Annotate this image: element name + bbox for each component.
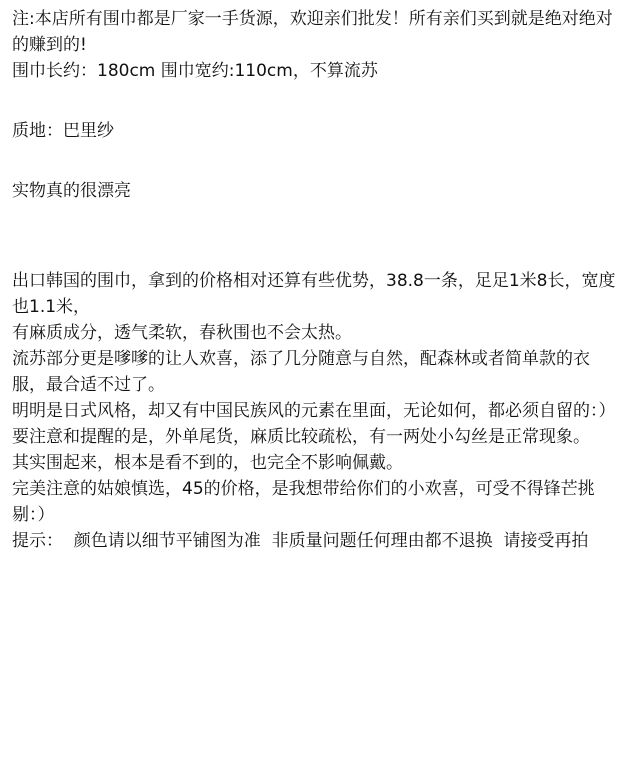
paragraph-price: 完美注意的姑娘慎选，45的价格，是我想带给你们的小欢喜，可受不得锋芒挑剔：） [12,479,595,525]
spacer [12,144,616,178]
intro-notice: 注:本店所有围巾都是厂家一手货源，欢迎亲们批发！所有亲们买到就是绝对绝对的赚到的! [12,9,613,55]
real-photo-note: 实物真的很漂亮 [12,181,131,201]
paragraph-caution: 要注意和提醒的是，外单尾货，麻质比较疏松，有一两处小勾丝是正常现象。 [12,427,590,447]
paragraph-tassel: 流苏部分更是嗲嗲的让人欢喜，添了几分随意与自然，配森林或者简单款的衣服，最合适不过了。 [12,349,590,395]
paragraph-export: 出口韩国的围巾，拿到的价格相对还算有些优势，38.8一条，足足1米8长，宽度也1.1米， [12,271,616,317]
product-description [12,6,616,554]
paragraph-style: 明明是日式风格，却又有中国民族风的元素在里面，无论如何，都必须自留的：） [12,401,616,421]
paragraph-material: 有麻质成分，透气柔软，春秋围也不会太热。 [12,323,352,343]
spacer [12,204,616,268]
material-info: 质地：巴里纱 [12,121,114,141]
paragraph-tips: 提示： 颜色请以细节平铺图为准 非质量问题任何理由都不退换 请接受再拍 [12,531,589,551]
size-info: 围巾长约：180cm 围巾宽约:110cm，不算流苏 [12,61,378,81]
paragraph-wearing: 其实围起来，根本是看不到的，也完全不影响佩戴。 [12,453,403,473]
spacer [12,84,616,118]
